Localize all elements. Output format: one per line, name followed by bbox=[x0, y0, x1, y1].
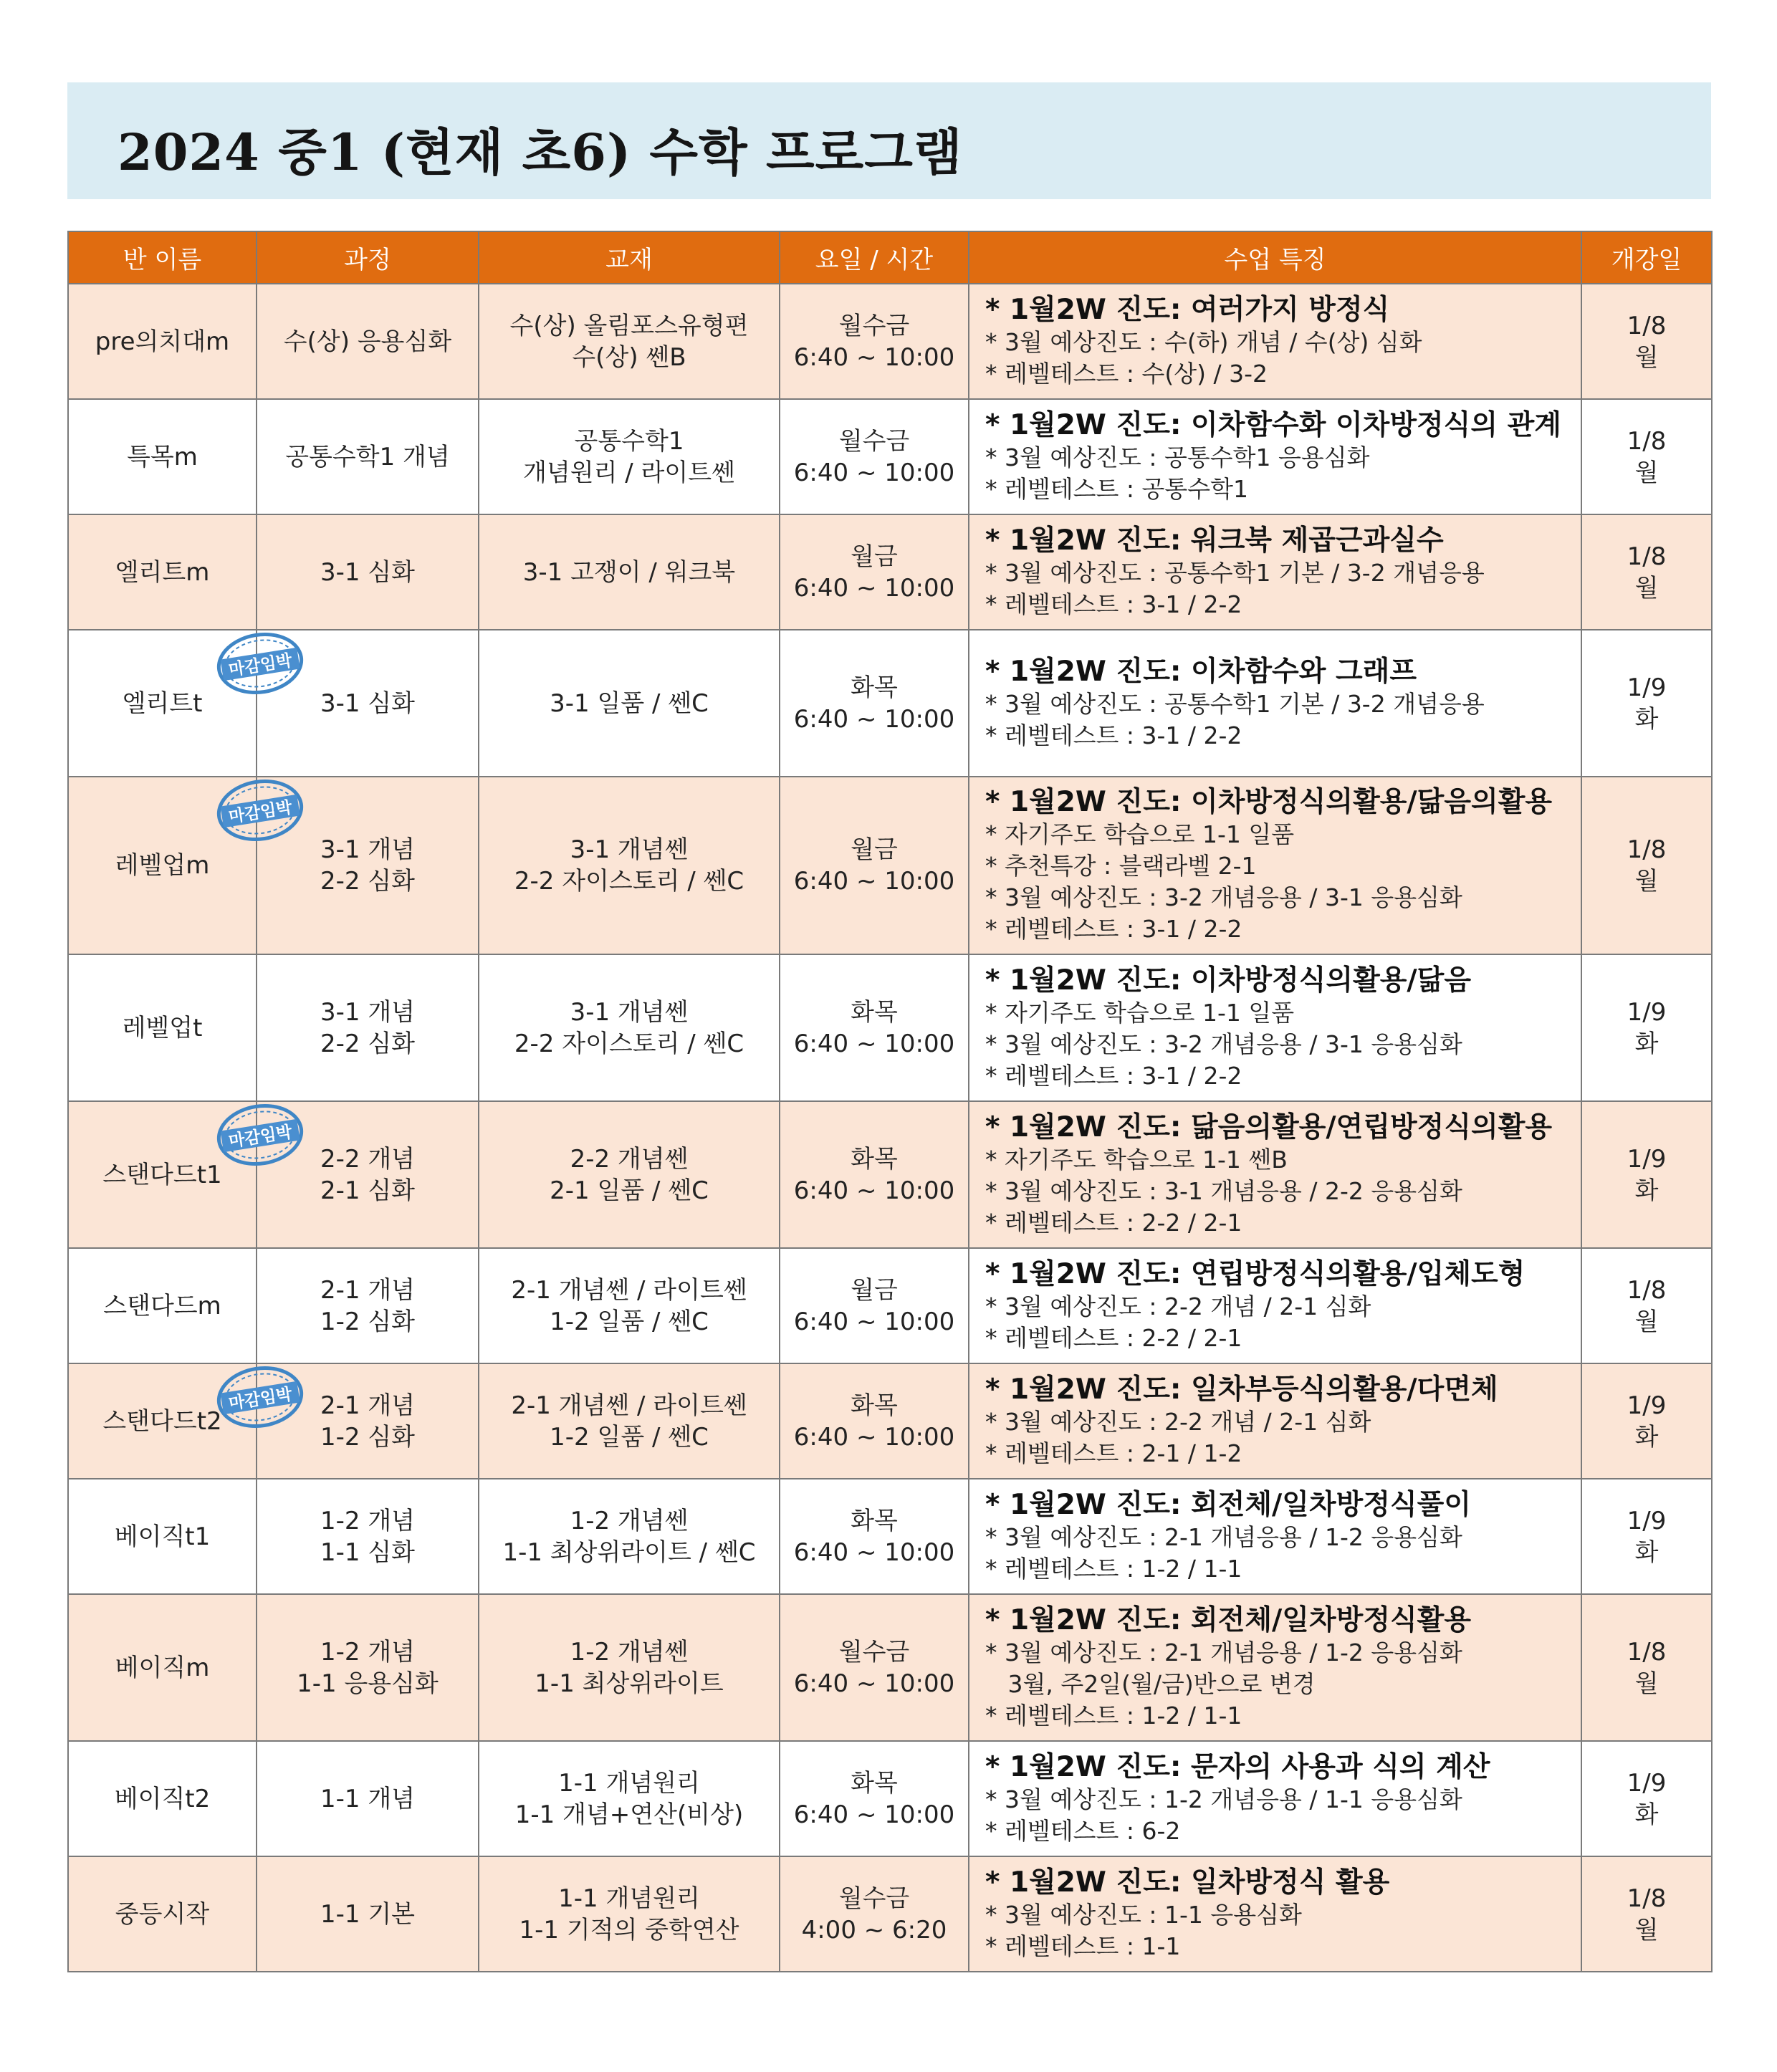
course-line: 수(상) 응용심화 bbox=[283, 327, 452, 356]
progress-headline: * 1월2W 진도: 회전체/일차방정식활용 bbox=[985, 1603, 1472, 1636]
class-name: 베이직t2 bbox=[114, 1784, 211, 1813]
start-date-cell bbox=[1581, 1248, 1712, 1363]
textbook-line: 2-2 자이스토리 / 쎈C bbox=[514, 1029, 744, 1058]
features-cell bbox=[969, 630, 1581, 777]
column-header-class-name: 반 이름 bbox=[68, 231, 257, 284]
schedule-line: 6:40 ~ 10:00 bbox=[793, 342, 955, 372]
feature-note: * 레벨테스트 : 3-1 / 2-2 bbox=[985, 590, 1242, 618]
textbook-line: 1-1 최상위라이트 bbox=[535, 1669, 724, 1698]
feature-note: * 자기주도 학습으로 1-1 일품 bbox=[985, 820, 1295, 848]
start-date-cell bbox=[1581, 1363, 1712, 1479]
start-date-line: 1/9 bbox=[1627, 997, 1667, 1027]
start-date-line: 월 bbox=[1634, 867, 1659, 896]
schedule-cell bbox=[780, 1594, 969, 1741]
schedule-line: 월수금 bbox=[838, 1884, 910, 1913]
textbook-line: 2-1 개념쎈 / 라이트쎈 bbox=[511, 1391, 747, 1420]
feature-note: * 레벨테스트 : 3-1 / 2-2 bbox=[985, 1061, 1242, 1090]
start-date-line: 화 bbox=[1634, 1800, 1659, 1829]
feature-note: * 3월 예상진도 : 3-2 개념응용 / 3-1 응용심화 bbox=[985, 1030, 1462, 1058]
start-date-line: 1/8 bbox=[1627, 1637, 1667, 1666]
course-cell bbox=[227, 777, 479, 954]
textbook-cell bbox=[479, 1248, 780, 1363]
schedule-line: 화목 bbox=[851, 1144, 898, 1174]
course-cell bbox=[227, 630, 479, 777]
class-name: 중등시작 bbox=[115, 1899, 210, 1929]
schedule-line: 6:40 ~ 10:00 bbox=[793, 867, 955, 896]
column-header-start-date: 개강일 bbox=[1581, 231, 1712, 284]
textbook-cell bbox=[479, 1101, 780, 1248]
class-name-cell bbox=[68, 1856, 257, 1972]
textbook-line: 2-2 자이스토리 / 쎈C bbox=[514, 867, 744, 896]
feature-note: * 3월 예상진도 : 3-1 개념응용 / 2-2 응용심화 bbox=[985, 1176, 1462, 1205]
start-date-line: 1/8 bbox=[1627, 542, 1667, 571]
progress-headline: * 1월2W 진도: 이차방정식의활용/닮음 bbox=[985, 964, 1472, 997]
textbook-line: 1-1 기적의 중학연산 bbox=[519, 1915, 739, 1944]
feature-note: * 3월 예상진도 : 공통수학1 기본 / 3-2 개념응용 bbox=[985, 689, 1485, 718]
start-date-line: 1/8 bbox=[1627, 1275, 1667, 1305]
class-name-cell bbox=[68, 399, 257, 514]
start-date-cell bbox=[1581, 777, 1712, 954]
course-line: 3-1 심화 bbox=[320, 689, 416, 718]
features-cell bbox=[969, 1594, 1581, 1741]
features-cell bbox=[969, 514, 1581, 630]
column-header-schedule: 요일 / 시간 bbox=[780, 231, 969, 284]
feature-note: * 자기주도 학습으로 1-1 쎈B bbox=[985, 1145, 1288, 1174]
schedule-line: 6:40 ~ 10:00 bbox=[793, 1029, 955, 1058]
stamp-text: 마감임박 bbox=[227, 1123, 294, 1151]
start-date-cell bbox=[1581, 514, 1712, 630]
start-date-line: 화 bbox=[1634, 1029, 1659, 1058]
course-line: 1-2 심화 bbox=[320, 1307, 416, 1336]
progress-headline: * 1월2W 진도: 여러가지 방정식 bbox=[985, 293, 1390, 326]
schedule-line: 월금 bbox=[851, 542, 898, 571]
start-date-line: 1/9 bbox=[1627, 1506, 1667, 1535]
progress-headline: * 1월2W 진도: 닮음의활용/연립방정식의활용 bbox=[985, 1111, 1553, 1143]
schedule-line: 6:40 ~ 10:00 bbox=[793, 1307, 955, 1336]
feature-note: * 레벨테스트 : 1-2 / 1-1 bbox=[985, 1701, 1242, 1730]
schedule-line: 6:40 ~ 10:00 bbox=[793, 704, 955, 734]
class-name-cell bbox=[68, 1594, 257, 1741]
column-header-textbook: 교재 bbox=[479, 231, 780, 284]
schedule-line: 화목 bbox=[851, 1768, 898, 1798]
textbook-line: 1-1 개념+연산(비상) bbox=[514, 1800, 744, 1829]
feature-note: * 레벨테스트 : 3-1 / 2-2 bbox=[985, 721, 1242, 749]
schedule-cell bbox=[780, 514, 969, 630]
schedule-line: 화목 bbox=[851, 1391, 898, 1420]
class-name-cell bbox=[68, 1248, 257, 1363]
textbook-line: 1-2 일품 / 쎈C bbox=[550, 1307, 709, 1336]
course-cell bbox=[257, 514, 479, 630]
course-line: 3-1 개념 bbox=[320, 997, 416, 1027]
class-name-cell bbox=[68, 1479, 257, 1594]
table-header-row bbox=[68, 231, 1712, 284]
table-row bbox=[68, 630, 1712, 777]
course-cell bbox=[257, 954, 479, 1101]
textbook-line: 3-1 일품 / 쎈C bbox=[550, 689, 709, 718]
feature-note: * 추천특강 : 블랙라벨 2-1 bbox=[985, 852, 1257, 880]
start-date-line: 화 bbox=[1634, 1422, 1659, 1452]
start-date-line: 1/8 bbox=[1627, 311, 1667, 340]
schedule-cell bbox=[780, 777, 969, 954]
feature-note: * 3월 예상진도 : 2-1 개념응용 / 1-2 응용심화 bbox=[985, 1638, 1462, 1666]
textbook-cell bbox=[479, 514, 780, 630]
textbook-line: 1-2 개념쎈 bbox=[570, 1506, 689, 1535]
textbook-cell bbox=[479, 284, 780, 399]
textbook-line: 1-2 개념쎈 bbox=[570, 1637, 689, 1666]
course-cell bbox=[257, 1594, 479, 1741]
stamp-text: 마감임박 bbox=[227, 651, 294, 680]
textbook-line: 3-1 개념쎈 bbox=[570, 997, 689, 1027]
start-date-cell bbox=[1581, 1101, 1712, 1248]
features-cell bbox=[969, 399, 1581, 514]
progress-headline: * 1월2W 진도: 일차부등식의활용/다면체 bbox=[985, 1373, 1498, 1406]
course-line: 1-1 기본 bbox=[320, 1899, 416, 1929]
textbook-line: 3-1 고쟁이 / 워크북 bbox=[522, 557, 736, 587]
feature-note: * 레벨테스트 : 공통수학1 bbox=[985, 474, 1248, 503]
schedule-cell bbox=[780, 1363, 969, 1479]
table-row bbox=[68, 1248, 1712, 1363]
schedule-line: 6:40 ~ 10:00 bbox=[793, 573, 955, 603]
textbook-line: 수(상) 쎈B bbox=[572, 342, 686, 372]
table-row bbox=[68, 1363, 1712, 1479]
table-row bbox=[68, 954, 1712, 1101]
course-line: 공통수학1 개념 bbox=[285, 442, 450, 471]
course-line: 1-1 개념 bbox=[320, 1784, 416, 1813]
start-date-cell bbox=[1581, 1741, 1712, 1856]
start-date-line: 1/9 bbox=[1627, 1768, 1667, 1798]
class-name: 레벨업t bbox=[122, 1013, 203, 1042]
features-cell bbox=[969, 284, 1581, 399]
course-line: 3-1 개념 bbox=[320, 835, 416, 864]
program-table bbox=[67, 231, 1713, 1972]
table-row bbox=[68, 777, 1712, 954]
class-name: 스탠다드t2 bbox=[102, 1406, 222, 1436]
course-line: 2-1 개념 bbox=[320, 1391, 416, 1420]
course-cell bbox=[227, 1101, 479, 1248]
class-name: 엘리트t bbox=[122, 689, 203, 718]
start-date-line: 화 bbox=[1634, 1176, 1659, 1205]
features-cell bbox=[969, 1856, 1581, 1972]
schedule-line: 4:00 ~ 6:20 bbox=[801, 1915, 947, 1944]
feature-note: * 레벨테스트 : 1-2 / 1-1 bbox=[985, 1554, 1242, 1583]
textbook-line: 1-1 최상위라이트 / 쎈C bbox=[502, 1538, 756, 1567]
start-date-cell bbox=[1581, 1594, 1712, 1741]
schedule-cell bbox=[780, 954, 969, 1101]
feature-note: * 3월 예상진도 : 2-2 개념 / 2-1 심화 bbox=[985, 1292, 1371, 1320]
course-cell bbox=[257, 1741, 479, 1856]
schedule-cell bbox=[780, 1741, 969, 1856]
class-name-cell bbox=[68, 954, 257, 1101]
start-date-line: 화 bbox=[1634, 1538, 1659, 1567]
textbook-cell bbox=[479, 399, 780, 514]
column-header-features: 수업 특징 bbox=[969, 231, 1581, 284]
textbook-line: 1-1 개념원리 bbox=[558, 1884, 700, 1913]
features-cell bbox=[969, 1479, 1581, 1594]
progress-headline: * 1월2W 진도: 연립방정식의활용/입체도형 bbox=[985, 1257, 1525, 1290]
progress-headline: * 1월2W 진도: 일차방정식 활용 bbox=[985, 1866, 1390, 1899]
feature-note: * 3월 예상진도 : 공통수학1 응용심화 bbox=[985, 443, 1370, 471]
schedule-cell bbox=[780, 1101, 969, 1248]
course-cell bbox=[227, 1363, 479, 1479]
start-date-line: 1/8 bbox=[1627, 426, 1667, 456]
schedule-line: 월수금 bbox=[838, 1637, 910, 1666]
course-line: 2-2 심화 bbox=[320, 1029, 416, 1058]
course-line: 3-1 심화 bbox=[320, 557, 416, 587]
features-cell bbox=[969, 1363, 1581, 1479]
schedule-cell bbox=[780, 1856, 969, 1972]
feature-note: * 레벨테스트 : 1-1 bbox=[985, 1932, 1181, 1960]
schedule-line: 화목 bbox=[851, 1506, 898, 1535]
table-row bbox=[68, 1594, 1712, 1741]
feature-note: * 3월 예상진도 : 2-2 개념 / 2-1 심화 bbox=[985, 1407, 1371, 1436]
course-line: 1-2 개념 bbox=[320, 1506, 416, 1535]
feature-note: * 3월 예상진도 : 1-2 개념응용 / 1-1 응용심화 bbox=[985, 1785, 1462, 1813]
class-name: pre의치대m bbox=[95, 327, 230, 356]
features-cell bbox=[969, 1101, 1581, 1248]
stamp-text: 마감임박 bbox=[227, 1385, 294, 1414]
class-name: 특목m bbox=[127, 442, 198, 471]
start-date-cell bbox=[1581, 399, 1712, 514]
schedule-line: 화목 bbox=[851, 997, 898, 1027]
start-date-line: 1/8 bbox=[1627, 835, 1667, 864]
course-cell bbox=[257, 399, 479, 514]
feature-note: * 3월 예상진도 : 공통수학1 기본 / 3-2 개념응용 bbox=[985, 558, 1485, 587]
progress-headline: * 1월2W 진도: 이차함수와 그래프 bbox=[985, 655, 1417, 688]
schedule-line: 월수금 bbox=[838, 426, 910, 456]
start-date-cell bbox=[1581, 630, 1712, 777]
course-cell bbox=[257, 284, 479, 399]
feature-note: * 레벨테스트 : 3-1 / 2-2 bbox=[985, 915, 1242, 943]
progress-headline: * 1월2W 진도: 이차함수화 이차방정식의 관계 bbox=[985, 408, 1561, 441]
progress-headline: * 1월2W 진도: 문자의 사용과 식의 계산 bbox=[985, 1750, 1490, 1783]
table-row bbox=[68, 1741, 1712, 1856]
schedule-line: 월금 bbox=[851, 1275, 898, 1305]
start-date-cell bbox=[1581, 284, 1712, 399]
class-name-cell bbox=[68, 1741, 257, 1856]
schedule-line: 월금 bbox=[851, 835, 898, 864]
textbook-cell bbox=[479, 1363, 780, 1479]
table-body bbox=[68, 284, 1712, 1972]
feature-note: * 레벨테스트 : 수(상) / 3-2 bbox=[985, 359, 1268, 388]
textbook-cell bbox=[479, 630, 780, 777]
textbook-cell bbox=[479, 777, 780, 954]
start-date-line: 월 bbox=[1634, 342, 1659, 372]
schedule-line: 6:40 ~ 10:00 bbox=[793, 1422, 955, 1452]
table-row bbox=[68, 514, 1712, 630]
table-row bbox=[68, 284, 1712, 399]
schedule-line: 화목 bbox=[851, 673, 898, 702]
start-date-line: 월 bbox=[1634, 1669, 1659, 1698]
textbook-cell bbox=[479, 1741, 780, 1856]
progress-headline: * 1월2W 진도: 워크북 제곱근과실수 bbox=[985, 524, 1444, 557]
features-cell bbox=[969, 777, 1581, 954]
class-name-cell bbox=[68, 514, 257, 630]
features-cell bbox=[969, 954, 1581, 1101]
stamp-text: 마감임박 bbox=[227, 798, 294, 827]
textbook-line: 2-1 일품 / 쎈C bbox=[550, 1176, 709, 1205]
schedule-cell bbox=[780, 1479, 969, 1594]
feature-note: * 레벨테스트 : 2-2 / 2-1 bbox=[985, 1323, 1242, 1352]
schedule-line: 6:40 ~ 10:00 bbox=[793, 1538, 955, 1567]
course-cell bbox=[257, 1856, 479, 1972]
course-line: 2-1 개념 bbox=[320, 1275, 416, 1305]
progress-headline: * 1월2W 진도: 이차방정식의활용/닮음의활용 bbox=[985, 786, 1553, 818]
table-row bbox=[68, 1856, 1712, 1972]
textbook-line: 2-1 개념쎈 / 라이트쎈 bbox=[511, 1275, 747, 1305]
feature-note: * 레벨테스트 : 6-2 bbox=[985, 1816, 1181, 1845]
class-name: 스탠다드m bbox=[103, 1291, 221, 1320]
schedule-cell bbox=[780, 1248, 969, 1363]
class-name: 베이직m bbox=[115, 1653, 210, 1682]
feature-note: * 레벨테스트 : 2-1 / 1-2 bbox=[985, 1439, 1242, 1467]
textbook-cell bbox=[479, 954, 780, 1101]
schedule-line: 6:40 ~ 10:00 bbox=[793, 1669, 955, 1698]
class-name: 레벨업m bbox=[115, 851, 210, 880]
start-date-line: 월 bbox=[1634, 1307, 1659, 1336]
table-row bbox=[68, 1479, 1712, 1594]
schedule-cell bbox=[780, 630, 969, 777]
start-date-line: 1/9 bbox=[1627, 1144, 1667, 1174]
textbook-line: 1-1 개념원리 bbox=[558, 1768, 700, 1798]
schedule-line: 6:40 ~ 10:00 bbox=[793, 458, 955, 487]
textbook-line: 3-1 개념쎈 bbox=[570, 835, 689, 864]
textbook-cell bbox=[479, 1594, 780, 1741]
feature-note: 3월, 주2일(월/금)반으로 변경 bbox=[985, 1669, 1316, 1698]
start-date-cell bbox=[1581, 1479, 1712, 1594]
start-date-line: 1/9 bbox=[1627, 1391, 1667, 1420]
textbook-cell bbox=[479, 1479, 780, 1594]
textbook-line: 수(상) 올림포스유형편 bbox=[509, 311, 749, 340]
schedule-cell bbox=[780, 284, 969, 399]
textbook-line: 2-2 개념쎈 bbox=[570, 1144, 689, 1174]
start-date-line: 월 bbox=[1634, 458, 1659, 487]
table-row bbox=[68, 399, 1712, 514]
feature-note: * 레벨테스트 : 2-2 / 2-1 bbox=[985, 1208, 1242, 1237]
schedule-cell bbox=[780, 399, 969, 514]
course-line: 1-2 개념 bbox=[320, 1637, 416, 1666]
course-line: 2-1 심화 bbox=[320, 1176, 416, 1205]
class-name-cell bbox=[68, 284, 257, 399]
class-name: 엘리트m bbox=[115, 557, 210, 587]
title-banner bbox=[67, 82, 1711, 199]
schedule-line: 6:40 ~ 10:00 bbox=[793, 1800, 955, 1829]
course-cell bbox=[257, 1248, 479, 1363]
start-date-line: 1/9 bbox=[1627, 673, 1667, 702]
textbook-line: 공통수학1 bbox=[574, 426, 684, 456]
feature-note: * 3월 예상진도 : 수(하) 개념 / 수(상) 심화 bbox=[985, 327, 1422, 356]
schedule-line: 월수금 bbox=[838, 311, 910, 340]
start-date-line: 월 bbox=[1634, 1915, 1659, 1944]
start-date-line: 월 bbox=[1634, 573, 1659, 603]
textbook-line: 개념원리 / 라이트쎈 bbox=[523, 458, 735, 487]
column-header-course: 과정 bbox=[257, 231, 479, 284]
page-title: 2024 중1 (현재 초6) 수학 프로그램 bbox=[118, 123, 963, 182]
feature-note: * 3월 예상진도 : 3-2 개념응용 / 3-1 응용심화 bbox=[985, 883, 1462, 911]
textbook-line: 1-2 일품 / 쎈C bbox=[550, 1422, 709, 1452]
features-cell bbox=[969, 1248, 1581, 1363]
feature-note: * 자기주도 학습으로 1-1 일품 bbox=[985, 998, 1295, 1027]
start-date-line: 1/8 bbox=[1627, 1884, 1667, 1913]
course-line: 2-2 개념 bbox=[320, 1144, 416, 1174]
feature-note: * 3월 예상진도 : 1-1 응용심화 bbox=[985, 1900, 1302, 1929]
course-cell bbox=[257, 1479, 479, 1594]
course-line: 1-2 심화 bbox=[320, 1422, 416, 1452]
course-line: 2-2 심화 bbox=[320, 867, 416, 896]
class-name: 베이직t1 bbox=[114, 1522, 211, 1551]
start-date-cell bbox=[1581, 1856, 1712, 1972]
feature-note: * 3월 예상진도 : 2-1 개념응용 / 1-2 응용심화 bbox=[985, 1522, 1462, 1551]
start-date-line: 화 bbox=[1634, 704, 1659, 734]
features-cell bbox=[969, 1741, 1581, 1856]
textbook-cell bbox=[479, 1856, 780, 1972]
course-line: 1-1 심화 bbox=[320, 1538, 416, 1567]
start-date-cell bbox=[1581, 954, 1712, 1101]
schedule-line: 6:40 ~ 10:00 bbox=[793, 1176, 955, 1205]
class-name: 스탠다드t1 bbox=[102, 1160, 222, 1189]
progress-headline: * 1월2W 진도: 회전체/일차방정식풀이 bbox=[985, 1488, 1472, 1521]
table-row bbox=[68, 1101, 1712, 1248]
course-line: 1-1 응용심화 bbox=[297, 1669, 439, 1698]
